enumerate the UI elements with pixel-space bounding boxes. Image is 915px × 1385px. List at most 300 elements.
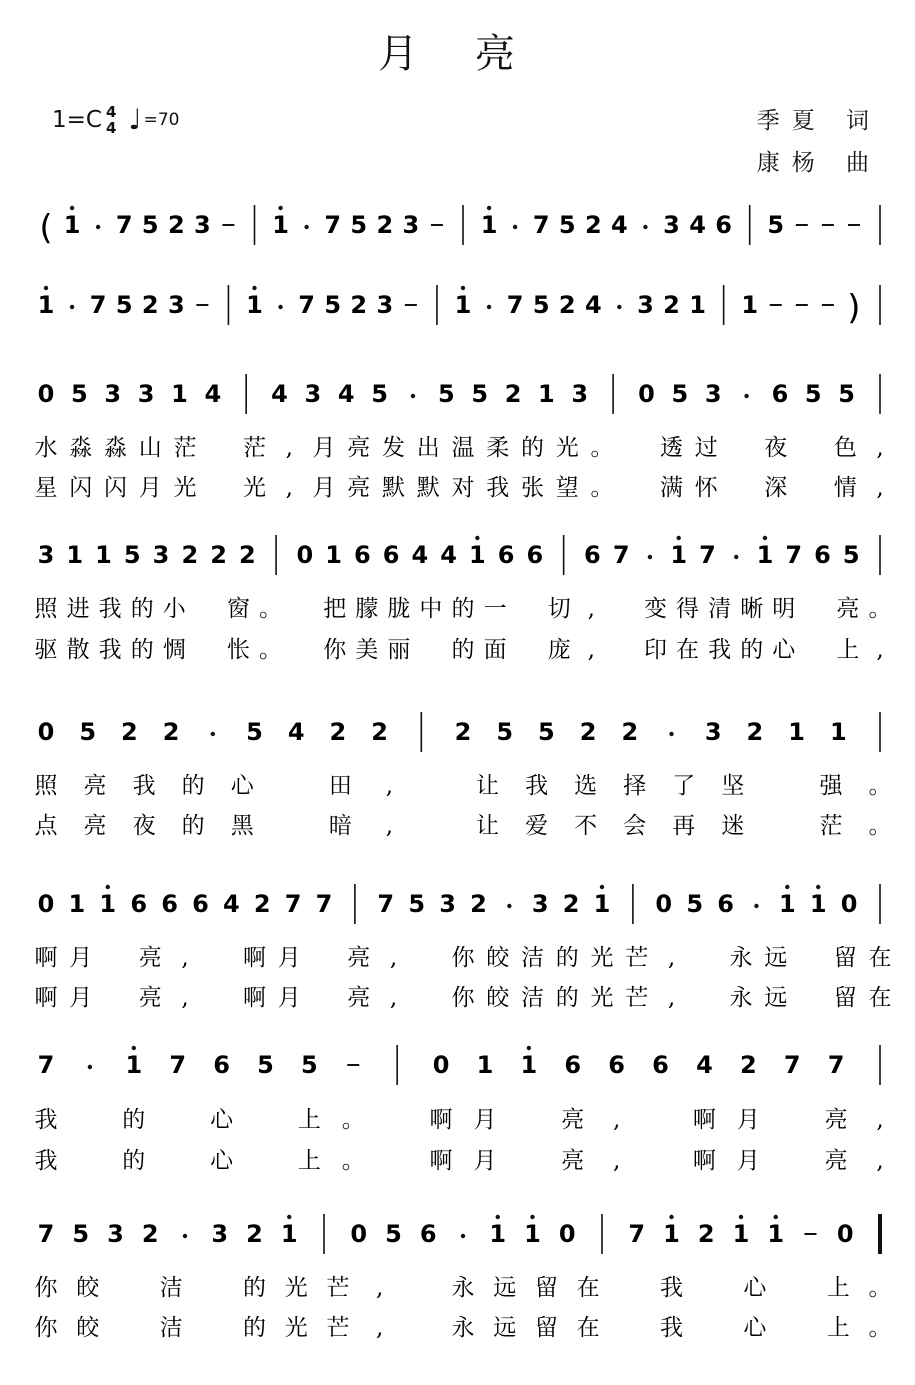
note: 1: [741, 291, 759, 319]
lyric-char: 洁: [159, 1275, 183, 1301]
note: 1: [732, 1220, 750, 1248]
augmentation-dot: [669, 732, 673, 736]
note: 5: [804, 380, 822, 408]
note: 2: [376, 211, 394, 239]
note: 6: [717, 890, 734, 918]
lyric-char: 永: [729, 985, 753, 1011]
lyric-char: 月: [277, 945, 301, 971]
lyric-char: 的: [130, 596, 154, 622]
lyric-char: 的: [122, 1148, 146, 1174]
lyric-char: 的: [243, 1275, 266, 1301]
note: 6: [353, 541, 371, 569]
lyric-char: 惆: [162, 637, 186, 663]
note: 5: [246, 718, 263, 746]
lyric-char: 芒: [326, 1275, 350, 1301]
note: 1: [767, 1220, 785, 1248]
lyric-char: 胧: [387, 596, 411, 622]
note: 1: [63, 211, 81, 239]
note: 3: [402, 211, 420, 239]
lyric-char: 夜: [764, 435, 788, 461]
lyric-char: 亮: [347, 435, 371, 461]
lyric-char: 茫: [173, 435, 197, 461]
note: 3: [194, 211, 211, 239]
high-octave-dot: [763, 536, 767, 540]
lyric-char: ,: [612, 1107, 621, 1133]
lyric-char: 了: [672, 773, 696, 799]
lyric-char: 留: [534, 1315, 558, 1341]
lyric-char: 张: [521, 475, 544, 501]
note: 3: [704, 380, 722, 408]
note: 5: [79, 718, 97, 746]
lyric-char: 心: [743, 1275, 767, 1301]
lyric-char: ,: [667, 985, 676, 1011]
note: 1: [689, 291, 706, 319]
note: 5: [324, 291, 342, 319]
note: 5: [496, 718, 514, 746]
lyric-char: 远: [493, 1275, 517, 1301]
augmentation-dot: [744, 394, 748, 398]
lyric-char: 得: [676, 596, 700, 622]
lyric-char: 迷: [721, 813, 745, 839]
note: 2: [663, 291, 680, 319]
lyric-char: 永: [451, 1315, 475, 1341]
high-octave-dot: [70, 206, 74, 210]
lyric-line: [35, 1275, 892, 1301]
note: 5: [115, 291, 133, 319]
high-octave-dot: [278, 206, 282, 210]
lyric-char: 对: [451, 475, 475, 501]
lyric-char: 变: [643, 596, 667, 622]
lyric-char: 在: [576, 1275, 600, 1301]
note: 3: [571, 380, 589, 408]
lyric-char: 。: [341, 1148, 365, 1174]
lyric-char: ,: [181, 945, 189, 971]
note: 6: [814, 541, 831, 569]
lyric-char: 在: [868, 985, 892, 1011]
high-octave-dot: [287, 1215, 291, 1219]
note: 5: [301, 1051, 318, 1079]
lyric-char: ,: [385, 773, 394, 799]
lyric-char: 的: [521, 435, 544, 461]
note: 0: [558, 1220, 576, 1248]
note: 3: [167, 291, 185, 319]
note: 5: [257, 1051, 274, 1079]
lyric-char: 我: [34, 1148, 58, 1174]
augmentation-dot: [643, 225, 647, 229]
high-octave-dot: [739, 1215, 743, 1219]
lyric-char: 你: [34, 1315, 58, 1341]
note: 2: [746, 718, 764, 746]
note: 7: [169, 1051, 187, 1079]
lyric-char: 照: [34, 596, 58, 622]
repeat-bracket: ): [847, 288, 861, 328]
note: 7: [324, 211, 342, 239]
lyric-char: 月: [736, 1148, 760, 1174]
high-octave-dot: [487, 206, 491, 210]
note: 0: [840, 890, 858, 918]
note: 5: [72, 1220, 90, 1248]
note: 3: [37, 541, 55, 569]
lyric-char: 月: [69, 985, 93, 1011]
lyric-char: 水: [34, 435, 58, 461]
high-octave-dot: [669, 1215, 673, 1219]
note: 3: [376, 291, 394, 319]
note: 2: [238, 541, 256, 569]
lyric-char: 情: [833, 475, 857, 501]
lyric-char: 我: [98, 637, 122, 663]
note: 6: [584, 541, 601, 569]
lyric-char: 星: [34, 475, 58, 501]
lyric-char: 在: [676, 637, 700, 663]
lyric-char: ,: [876, 435, 884, 461]
note: 1: [480, 211, 498, 239]
lyric-char: 芒: [625, 945, 649, 971]
note: 7: [532, 211, 550, 239]
note: 2: [350, 291, 368, 319]
lyric-char: ,: [876, 637, 884, 663]
note: 7: [612, 541, 630, 569]
meter-bottom: 4: [105, 119, 117, 137]
note: 1: [95, 541, 112, 569]
note: 6: [608, 1051, 625, 1079]
lyric-char: 皎: [76, 1315, 100, 1341]
note: 1: [99, 890, 117, 918]
lyric-char: 啊: [429, 1107, 453, 1133]
note: 1: [756, 541, 774, 569]
lyric-char: ,: [285, 435, 293, 461]
quarter-note-icon: ♩: [128, 103, 142, 136]
lyric-char: 美: [355, 637, 379, 663]
lyric-char: 山: [138, 435, 162, 461]
note: 1: [125, 1051, 143, 1079]
lyric-char: 黑: [230, 813, 254, 839]
lyric-char: 。: [868, 1315, 892, 1341]
high-octave-dot: [530, 1215, 534, 1219]
lyric-char: 发: [382, 435, 405, 461]
lyric-char: 你: [34, 1275, 58, 1301]
lyric-line: [35, 773, 892, 799]
note: 4: [696, 1051, 713, 1079]
note: 2: [371, 718, 388, 746]
note: 1: [489, 1220, 507, 1248]
note: 2: [470, 890, 487, 918]
lyric-char: 色: [833, 435, 857, 461]
note: 7: [37, 1220, 55, 1248]
lyric-char: 闪: [69, 475, 93, 501]
high-octave-dot: [252, 286, 256, 290]
note: 2: [141, 291, 159, 319]
lyric-char: 我: [34, 1107, 58, 1133]
lyric-line: [35, 985, 892, 1011]
note: 2: [162, 718, 180, 746]
lyric-char: 我: [660, 1275, 683, 1301]
lyric-char: 亮: [824, 1148, 848, 1174]
note: 4: [204, 380, 222, 408]
augmentation-dot: [487, 305, 491, 309]
high-octave-dot: [44, 286, 48, 290]
note: 3: [704, 718, 722, 746]
lyric-char: ,: [587, 637, 595, 663]
note: 2: [181, 541, 199, 569]
lyric-char: 上: [826, 1315, 850, 1341]
lyric-char: ,: [385, 813, 394, 839]
lyric-char: 啊: [692, 1148, 716, 1174]
note: 7: [37, 1051, 55, 1079]
note: 4: [287, 718, 305, 746]
note: 6: [161, 890, 178, 918]
lyric-char: 温: [451, 435, 475, 461]
lyric-char: 进: [66, 596, 90, 622]
lyric-char: 。: [259, 596, 283, 622]
high-octave-dot: [496, 1215, 500, 1219]
augmentation-dot: [513, 225, 517, 229]
lyric-char: ,: [667, 945, 676, 971]
note: 6: [130, 890, 148, 918]
augmentation-dot: [754, 904, 758, 908]
lyric-line: [35, 637, 884, 663]
lyric-char: 晰: [740, 596, 764, 622]
lyric-char: 的: [181, 813, 205, 839]
lyric-char: 会: [623, 813, 647, 839]
note: 6: [192, 890, 209, 918]
lyric-char: 月: [312, 435, 336, 461]
note: 7: [284, 890, 302, 918]
lyric-char: ,: [876, 1107, 884, 1133]
lyric-char: 柔: [486, 435, 510, 461]
repeat-bracket: (: [39, 208, 53, 248]
note: 7: [315, 890, 333, 918]
note: 6: [652, 1051, 669, 1079]
note: 6: [497, 541, 515, 569]
augmentation-dot: [211, 732, 215, 736]
lyric-char: 光: [243, 475, 266, 501]
key-label: 1=C: [52, 107, 102, 133]
lyric-char: 我: [98, 596, 122, 622]
note: 3: [152, 541, 170, 569]
lyric-char: 的: [451, 637, 475, 663]
augmentation-dot: [88, 1065, 92, 1069]
lyric-char: 强: [819, 773, 843, 799]
high-octave-dot: [816, 885, 820, 889]
note: 5: [686, 890, 704, 918]
note: 5: [838, 380, 855, 408]
note: 2: [739, 1051, 757, 1079]
lyric-char: 留: [833, 945, 857, 971]
lyric-line: [35, 1148, 884, 1174]
lyric-char: 亮: [83, 773, 107, 799]
lyric-char: 的: [243, 1315, 266, 1341]
lyric-char: 心: [210, 1107, 234, 1133]
note: 5: [123, 541, 141, 569]
lyric-char: 啊: [243, 945, 266, 971]
note: 3: [304, 380, 322, 408]
note: 2: [253, 890, 271, 918]
note: 2: [621, 718, 639, 746]
augmentation-dot: [96, 225, 100, 229]
note: 7: [699, 541, 716, 569]
lyric-char: 朦: [355, 596, 379, 622]
lyric-char: 明: [772, 596, 796, 622]
augmentation-dot: [411, 394, 415, 398]
note: 0: [350, 1220, 368, 1248]
lyric-char: 过: [694, 435, 718, 461]
lyric-char: 月: [473, 1148, 497, 1174]
lyric-char: 你: [323, 637, 347, 663]
lyric-char: 亮: [836, 596, 860, 622]
lyric-char: ,: [285, 475, 293, 501]
augmentation-dot: [617, 305, 621, 309]
note: 5: [558, 211, 576, 239]
lyric-char: 光: [284, 1315, 308, 1341]
lyric-char: 皎: [486, 985, 510, 1011]
lyric-char: 上: [297, 1107, 321, 1133]
meter-top: 4: [105, 103, 117, 121]
lyric-char: 闪: [104, 475, 127, 501]
lyric-char: ,: [612, 1148, 621, 1174]
lyric-char: 月: [138, 475, 162, 501]
note: 5: [141, 211, 159, 239]
lyric-char: 留: [833, 985, 857, 1011]
lyric-char: 的: [122, 1107, 146, 1133]
lyric-char: 月: [736, 1107, 760, 1133]
note: 3: [637, 291, 654, 319]
lyric-char: 。: [868, 596, 892, 622]
note: 5: [671, 380, 689, 408]
lyric-char: 再: [672, 813, 696, 839]
note: 7: [628, 1220, 646, 1248]
lyric-char: 小: [162, 596, 186, 622]
note: 1: [538, 380, 555, 408]
note: 7: [827, 1051, 845, 1079]
note: 7: [298, 291, 315, 319]
note: 3: [531, 890, 549, 918]
lyric-char: 淼: [104, 435, 127, 461]
lyric-char: 爱: [525, 813, 549, 839]
lyric-char: 让: [476, 773, 500, 799]
lyric-char: 点: [34, 813, 58, 839]
lyric-char: ,: [375, 1315, 384, 1341]
augmentation-dot: [734, 555, 738, 559]
note: 0: [432, 1051, 450, 1079]
lyric-char: 亮: [138, 985, 162, 1011]
lyric-char: 。: [868, 773, 892, 799]
note: 3: [104, 380, 122, 408]
note: 2: [329, 718, 347, 746]
lyric-char: 。: [590, 475, 614, 501]
lyric-char: 光: [173, 475, 197, 501]
lyric-char: 亮: [347, 945, 371, 971]
note: 4: [337, 380, 355, 408]
lyric-char: 啊: [34, 985, 58, 1011]
note: 5: [538, 718, 555, 746]
lyric-char: ,: [876, 1148, 884, 1174]
lyric-char: 洁: [521, 985, 544, 1011]
lyric-char: 驱: [34, 637, 58, 663]
lyric-char: 的: [740, 637, 764, 663]
lyric-char: 的: [130, 637, 154, 663]
lyric-line: [35, 1315, 892, 1341]
high-octave-dot: [461, 286, 465, 290]
lyric-char: 芒: [625, 985, 649, 1011]
note: 6: [213, 1051, 230, 1079]
high-octave-dot: [106, 885, 110, 889]
lyric-char: 。: [868, 813, 892, 839]
lyric-char: ,: [375, 1275, 384, 1301]
note: 4: [222, 890, 240, 918]
lyric-char: ,: [389, 985, 398, 1011]
lyric-char: 。: [868, 1275, 892, 1301]
lyric-char: 远: [764, 945, 788, 971]
lyric-char: 的: [555, 985, 579, 1011]
lyric-char: 上: [836, 637, 860, 663]
lyric-char: 亮: [561, 1107, 585, 1133]
lyric-char: 默: [382, 475, 405, 501]
note: 7: [377, 890, 395, 918]
augmentation-dot: [183, 1234, 187, 1238]
note: 5: [350, 211, 368, 239]
note: 5: [842, 541, 860, 569]
lyric-char: 的: [181, 773, 205, 799]
composer-credit: 康杨 曲: [756, 150, 881, 176]
lyric-char: 上: [826, 1275, 850, 1301]
note: 3: [211, 1220, 229, 1248]
lyric-char: 田: [328, 773, 352, 799]
note: 7: [89, 291, 107, 319]
lyric-char: 留: [534, 1275, 558, 1301]
note: 1: [66, 541, 84, 569]
note: 1: [469, 541, 486, 569]
note: 6: [564, 1051, 582, 1079]
note: 2: [167, 211, 185, 239]
note: 5: [385, 1220, 402, 1248]
lyric-char: 我: [708, 637, 732, 663]
note: 1: [809, 890, 827, 918]
note: 1: [68, 890, 86, 918]
tempo-value: =70: [143, 110, 180, 130]
note: 1: [520, 1051, 538, 1079]
note: 4: [440, 541, 457, 569]
augmentation-dot: [304, 225, 308, 229]
lyric-char: 暗: [328, 813, 352, 839]
lyric-char: 散: [66, 637, 90, 663]
lyric-char: 的: [451, 596, 475, 622]
lyric-char: 远: [493, 1315, 517, 1341]
note: 6: [419, 1220, 437, 1248]
note: 4: [271, 380, 288, 408]
note: 5: [71, 380, 88, 408]
lyric-char: 让: [476, 813, 500, 839]
note: 6: [382, 541, 400, 569]
note: 3: [439, 890, 456, 918]
note: 7: [506, 291, 524, 319]
high-octave-dot: [527, 1046, 531, 1050]
note: 1: [37, 291, 55, 319]
note: 4: [411, 541, 429, 569]
lyricist-credit: 季夏 词: [756, 108, 881, 134]
lyric-char: 你: [451, 945, 475, 971]
lyric-char: 印: [643, 637, 667, 663]
note: 1: [829, 718, 847, 746]
note: 2: [141, 1220, 159, 1248]
lyric-char: 永: [451, 1275, 475, 1301]
lyric-char: 在: [576, 1315, 600, 1341]
lyric-char: 亮: [347, 985, 371, 1011]
lyric-char: 啊: [34, 945, 58, 971]
augmentation-dot: [507, 904, 511, 908]
lyric-char: 怀: [694, 475, 718, 501]
augmentation-dot: [648, 555, 652, 559]
lyric-char: 亮: [824, 1107, 848, 1133]
